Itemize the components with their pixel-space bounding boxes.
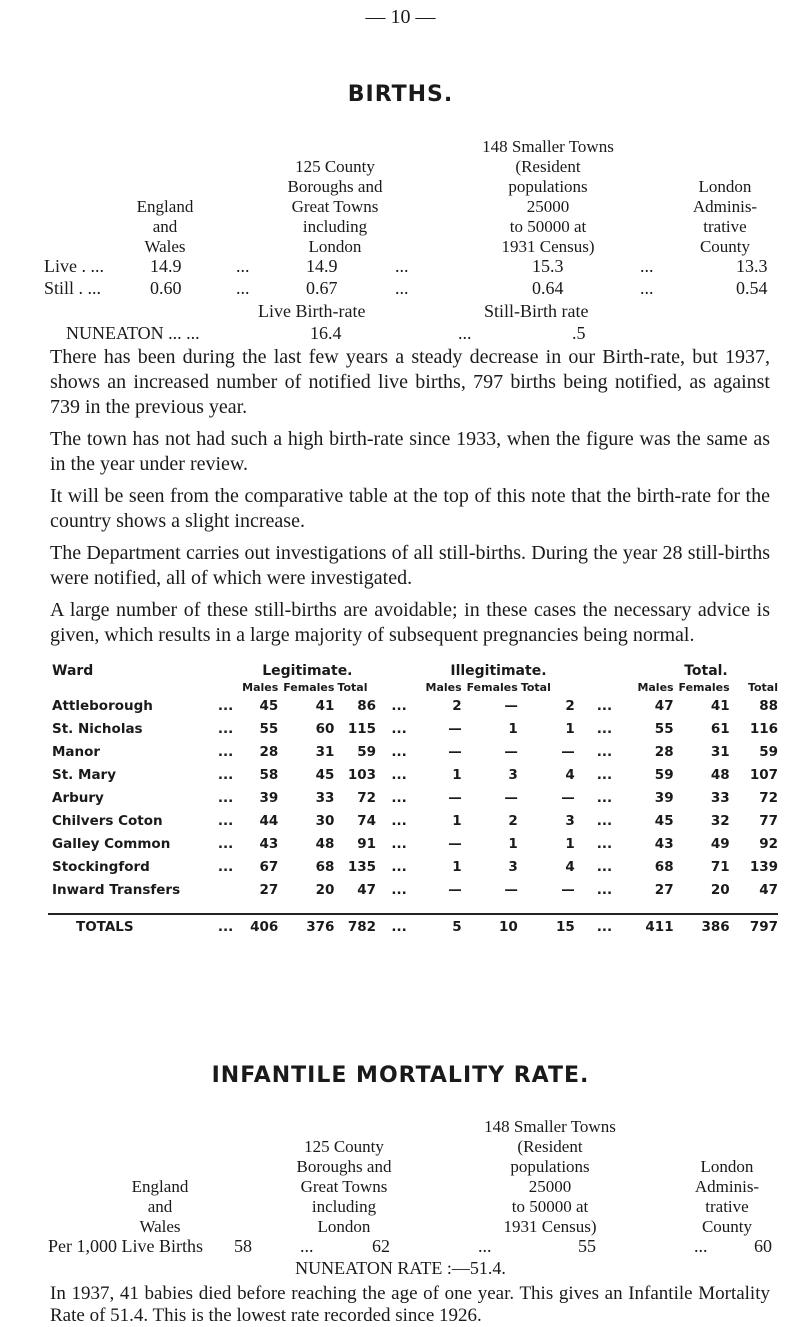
separator: ... bbox=[391, 789, 407, 806]
totals-legit-females: 376 bbox=[278, 914, 334, 938]
illegit-females: — bbox=[504, 743, 518, 760]
row-label: Per 1,000 Live Births bbox=[48, 1236, 203, 1256]
illegit-males: — bbox=[448, 743, 462, 760]
totals-grand-total: 797 bbox=[730, 914, 778, 938]
separator: ... bbox=[395, 278, 409, 298]
separator: ... bbox=[236, 256, 250, 276]
england-header-line: and bbox=[152, 217, 178, 236]
illegit-females: 1 bbox=[508, 720, 518, 737]
smaller-towns-header-line: populations bbox=[510, 1157, 590, 1176]
county-boroughs-header-line: London bbox=[308, 237, 362, 256]
paragraph: It will be seen from the comparative table at the top of this note that the birth-rate for the country shows a slight increase. bbox=[50, 485, 770, 532]
ward-name: Galley Common bbox=[52, 835, 171, 852]
infant-mortality-heading: INFANTILE MORTALITY RATE. bbox=[211, 1063, 590, 1088]
county-boroughs-header-line: London bbox=[317, 1217, 371, 1236]
totals-legit-males: 406 bbox=[239, 914, 279, 938]
ward-name: Chilvers Coton bbox=[52, 812, 163, 829]
infant-paragraph: In 1937, 41 babies died before reaching the age of one year. This gives an Infantile Mortality Rate of 51.4. This is the lowest rate recorded since 1926. bbox=[50, 1283, 770, 1326]
legit-total: 74 bbox=[357, 812, 377, 829]
smaller-towns-header-line: 1931 Census) bbox=[501, 237, 595, 256]
total-grand: 139 bbox=[749, 858, 778, 875]
separator: ... bbox=[395, 256, 409, 276]
london-header-line: London bbox=[698, 177, 752, 196]
total-females: 41 bbox=[710, 697, 730, 714]
separator: ... bbox=[217, 743, 234, 760]
separator: ... bbox=[640, 278, 654, 298]
separator: ... bbox=[391, 697, 407, 714]
county-value: 0.67 bbox=[306, 278, 338, 298]
nuneaton-infant-rate: NUNEATON RATE :—51.4. bbox=[295, 1258, 506, 1278]
separator: ... bbox=[217, 697, 234, 714]
smaller-towns-header-line: 1931 Census) bbox=[503, 1217, 597, 1236]
legit-total: 103 bbox=[347, 766, 377, 783]
london-value: 13.3 bbox=[736, 256, 768, 276]
total-females: 31 bbox=[710, 743, 730, 760]
legit-total: 47 bbox=[357, 881, 377, 898]
separator: ... bbox=[596, 835, 613, 852]
london-header-line: Adminis- bbox=[692, 197, 758, 216]
illegit-males: — bbox=[448, 789, 462, 806]
separator: ... bbox=[217, 858, 234, 875]
smaller-value: 55 bbox=[578, 1236, 596, 1256]
legit-total: 72 bbox=[357, 789, 377, 806]
ward-name: St. Mary bbox=[52, 766, 117, 783]
separator: ... bbox=[596, 812, 613, 829]
totals-total-males: 411 bbox=[634, 914, 674, 938]
separator: ... bbox=[391, 881, 407, 898]
separator: ... bbox=[391, 766, 407, 783]
ward-name: Attleborough bbox=[52, 697, 153, 714]
county-value: 14.9 bbox=[306, 256, 338, 276]
england-value: 0.60 bbox=[150, 278, 182, 298]
legitimate-header: Legitimate. bbox=[262, 663, 353, 679]
illegit-total: — bbox=[561, 743, 575, 760]
illegit-males: 2 bbox=[452, 697, 462, 714]
row-label: Live . ... bbox=[44, 256, 104, 276]
total-grand: 72 bbox=[759, 789, 778, 806]
illegit-total: — bbox=[561, 881, 575, 898]
separator: ... bbox=[596, 743, 613, 760]
ward-row bbox=[48, 740, 778, 763]
illegit-total: 3 bbox=[565, 812, 575, 829]
illegit-females: — bbox=[504, 697, 518, 714]
illegit-females: — bbox=[504, 881, 518, 898]
separator: ... bbox=[217, 812, 234, 829]
london-header-line: Adminis- bbox=[694, 1177, 760, 1196]
separator: ... bbox=[596, 858, 613, 875]
separator: ... bbox=[596, 766, 613, 783]
separator: ... bbox=[596, 881, 613, 898]
london-header-line: County bbox=[699, 237, 751, 256]
ward-rows bbox=[48, 694, 778, 901]
illegit-females: 1 bbox=[508, 835, 518, 852]
legit-males-subheader: Males bbox=[242, 680, 279, 694]
legit-females: 60 bbox=[315, 720, 335, 737]
illegit-males: — bbox=[448, 835, 462, 852]
smaller-towns-header-line: 148 Smaller Towns bbox=[484, 1117, 616, 1136]
legit-total: 86 bbox=[357, 697, 377, 714]
total-females: 71 bbox=[710, 858, 730, 875]
county-boroughs-header-line: Boroughs and bbox=[296, 1157, 392, 1176]
total-females: 48 bbox=[710, 766, 730, 783]
london-header-line: County bbox=[701, 1217, 753, 1236]
england-header-line: and bbox=[147, 1197, 173, 1216]
separator: ... bbox=[391, 835, 407, 852]
total-header: Total. bbox=[684, 663, 728, 679]
legit-males: 27 bbox=[259, 881, 279, 898]
ward-row bbox=[48, 694, 778, 717]
ward-name: Inward Transfers bbox=[52, 881, 181, 898]
legit-females: 33 bbox=[315, 789, 335, 806]
legit-females: 30 bbox=[315, 812, 335, 829]
illegit-total-subheader: Total bbox=[520, 680, 551, 694]
paragraph: A large number of these still-births are avoidable; in these cases the necessary advice is given, which results in a large majority of subsequent pregnancies being normal. bbox=[50, 599, 770, 646]
legit-females: 48 bbox=[315, 835, 335, 852]
legit-females: 41 bbox=[315, 697, 335, 714]
births-heading: BIRTHS. bbox=[347, 82, 454, 107]
total-grand: 88 bbox=[759, 697, 778, 714]
nuneaton-label: NUNEATON ... ... bbox=[66, 323, 200, 343]
separator: ... bbox=[391, 858, 407, 875]
county-boroughs-header-line: Boroughs and bbox=[287, 177, 383, 196]
separator: ... bbox=[212, 914, 238, 938]
totals-illegit-females: 10 bbox=[462, 914, 518, 938]
ward-totals-row bbox=[48, 914, 778, 938]
total-males: 59 bbox=[654, 766, 674, 783]
illegit-males: — bbox=[448, 720, 462, 737]
legit-females: 45 bbox=[315, 766, 335, 783]
illegit-total: — bbox=[561, 789, 575, 806]
county-boroughs-header-line: Great Towns bbox=[300, 1177, 388, 1196]
smaller-towns-header-line: to 50000 at bbox=[511, 1197, 589, 1216]
separator: ... bbox=[391, 812, 407, 829]
total-males: 43 bbox=[654, 835, 674, 852]
legit-males: 45 bbox=[259, 697, 279, 714]
separator: ... bbox=[596, 720, 613, 737]
london-header-line: trative bbox=[705, 1197, 749, 1216]
smaller-towns-header-line: 25000 bbox=[526, 197, 570, 216]
total-females: 33 bbox=[710, 789, 730, 806]
total-females: 49 bbox=[710, 835, 730, 852]
paragraph: The Department carries out investigations of all still-births. During the year 28 still-births were notified, all of which were investigated. bbox=[50, 542, 770, 589]
county-boroughs-header-line: including bbox=[302, 217, 368, 236]
ward-row bbox=[48, 809, 778, 832]
legit-males: 44 bbox=[259, 812, 279, 829]
total-males: 68 bbox=[654, 858, 674, 875]
illegit-females: 3 bbox=[508, 858, 518, 875]
county-boroughs-header-line: 125 County bbox=[295, 157, 375, 176]
total-grand: 77 bbox=[759, 812, 778, 829]
total-grand: 107 bbox=[749, 766, 778, 783]
totals-illegit-total: 15 bbox=[518, 914, 575, 938]
total-females-subheader: Females bbox=[678, 680, 730, 694]
smaller-towns-header-line: 25000 bbox=[528, 1177, 572, 1196]
smaller-towns-header-line: to 50000 at bbox=[509, 217, 587, 236]
total-females: 32 bbox=[710, 812, 730, 829]
ward-name: Manor bbox=[52, 743, 101, 760]
page-number: — 10 — bbox=[365, 6, 436, 28]
separator: ... bbox=[391, 743, 407, 760]
illegit-total: 4 bbox=[565, 766, 575, 783]
ward-row bbox=[48, 855, 778, 878]
totals-illegit-males: 5 bbox=[422, 914, 462, 938]
ward-births-table bbox=[48, 662, 778, 938]
legit-males: 67 bbox=[259, 858, 279, 875]
separator: ... bbox=[217, 720, 234, 737]
total-grand: 59 bbox=[759, 743, 778, 760]
separator: ... bbox=[640, 256, 654, 276]
smaller-towns-header-line: (Resident bbox=[515, 157, 581, 176]
total-males: 27 bbox=[654, 881, 674, 898]
illegit-total: 1 bbox=[565, 720, 575, 737]
illegit-females: — bbox=[504, 789, 518, 806]
county-boroughs-header-line: 125 County bbox=[304, 1137, 384, 1156]
ward-row bbox=[48, 878, 778, 901]
separator: ... bbox=[217, 789, 234, 806]
still-birth-rate-header: Still-Birth rate bbox=[484, 301, 589, 321]
legit-females: 68 bbox=[315, 858, 335, 875]
separator: ... bbox=[458, 323, 472, 343]
separator: ... bbox=[575, 914, 634, 938]
separator: ... bbox=[300, 1236, 314, 1256]
legit-males: 28 bbox=[259, 743, 279, 760]
separator: ... bbox=[391, 720, 407, 737]
total-grand: 92 bbox=[759, 835, 778, 852]
separator: ... bbox=[478, 1236, 492, 1256]
illegit-females: 2 bbox=[508, 812, 518, 829]
total-males: 55 bbox=[654, 720, 674, 737]
total-grand: 47 bbox=[759, 881, 778, 898]
legit-total: 59 bbox=[357, 743, 377, 760]
illegit-males: 1 bbox=[452, 766, 462, 783]
legit-males: 55 bbox=[259, 720, 279, 737]
separator: ... bbox=[596, 697, 613, 714]
live-birth-rate-header: Live Birth-rate bbox=[258, 301, 366, 321]
legit-total: 91 bbox=[357, 835, 377, 852]
total-males: 47 bbox=[654, 697, 674, 714]
illegit-males-subheader: Males bbox=[425, 680, 462, 694]
illegit-total: 1 bbox=[565, 835, 575, 852]
ward-row bbox=[48, 717, 778, 740]
separator: ... bbox=[217, 766, 234, 783]
legit-females-subheader: Females bbox=[283, 680, 335, 694]
total-females: 20 bbox=[710, 881, 730, 898]
smaller-towns-header-line: (Resident bbox=[517, 1137, 583, 1156]
england-header-line: Wales bbox=[144, 237, 186, 256]
total-females: 61 bbox=[710, 720, 730, 737]
illegitimate-header: Illegitimate. bbox=[450, 663, 547, 679]
smaller-towns-header-line: populations bbox=[508, 177, 588, 196]
legit-females: 20 bbox=[315, 881, 335, 898]
total-males-subheader: Males bbox=[637, 680, 674, 694]
separator: ... bbox=[376, 914, 422, 938]
ward-name: Stockingford bbox=[52, 858, 150, 875]
legit-males: 43 bbox=[259, 835, 279, 852]
nuneaton-still-value: .5 bbox=[572, 323, 586, 343]
england-header-line: England bbox=[136, 197, 194, 216]
legit-total-subheader: Total bbox=[337, 680, 368, 694]
ward-header: Ward bbox=[52, 663, 94, 679]
totals-legit-total: 782 bbox=[334, 914, 376, 938]
totals-label: TOTALS bbox=[48, 914, 212, 938]
england-header-line: Wales bbox=[139, 1217, 181, 1236]
county-boroughs-header-line: including bbox=[311, 1197, 377, 1216]
separator: ... bbox=[694, 1236, 708, 1256]
ward-row bbox=[48, 786, 778, 809]
illegit-females: 3 bbox=[508, 766, 518, 783]
illegit-females-subheader: Females bbox=[466, 680, 518, 694]
ward-name: Arbury bbox=[52, 789, 104, 806]
separator bbox=[212, 878, 238, 901]
london-value: 0.54 bbox=[736, 278, 768, 298]
row-label: Still . ... bbox=[44, 278, 102, 298]
county-boroughs-header-line: Great Towns bbox=[291, 197, 379, 216]
smaller-value: 0.64 bbox=[532, 278, 564, 298]
totals-total-females: 386 bbox=[674, 914, 730, 938]
legit-males: 58 bbox=[259, 766, 279, 783]
total-total-subheader: Total bbox=[747, 680, 778, 694]
ward-row bbox=[48, 832, 778, 855]
total-males: 39 bbox=[654, 789, 674, 806]
england-value: 14.9 bbox=[150, 256, 182, 276]
illegit-males: — bbox=[448, 881, 462, 898]
london-header-line: trative bbox=[703, 217, 747, 236]
ward-name: St. Nicholas bbox=[52, 720, 143, 737]
separator: ... bbox=[236, 278, 250, 298]
smaller-towns-header-line: 148 Smaller Towns bbox=[482, 137, 614, 156]
total-males: 28 bbox=[654, 743, 674, 760]
nuneaton-live-value: 16.4 bbox=[310, 323, 342, 343]
separator: ... bbox=[596, 789, 613, 806]
england-header-line: England bbox=[131, 1177, 189, 1196]
legit-total: 115 bbox=[347, 720, 377, 737]
london-value: 60 bbox=[754, 1236, 772, 1256]
illegit-total: 2 bbox=[565, 697, 575, 714]
illegit-males: 1 bbox=[452, 812, 462, 829]
london-header-line: London bbox=[700, 1157, 754, 1176]
illegit-males: 1 bbox=[452, 858, 462, 875]
illegit-total: 4 bbox=[565, 858, 575, 875]
ward-row bbox=[48, 763, 778, 786]
paragraph: There has been during the last few years a steady decrease in our Birth-rate, but 1937, shows an increased number of notified live births, 797 births being notified, as against 739 in the previous year. bbox=[50, 346, 770, 418]
england-value: 58 bbox=[234, 1236, 252, 1256]
legit-females: 31 bbox=[315, 743, 335, 760]
paragraph: The town has not had such a high birth-rate since 1933, when the figure was the same as in the year under review. bbox=[50, 428, 770, 475]
smaller-value: 15.3 bbox=[532, 256, 564, 276]
county-value: 62 bbox=[372, 1236, 390, 1256]
legit-total: 135 bbox=[347, 858, 377, 875]
separator: ... bbox=[217, 835, 234, 852]
total-grand: 116 bbox=[749, 720, 778, 737]
total-males: 45 bbox=[654, 812, 674, 829]
legit-males: 39 bbox=[259, 789, 279, 806]
